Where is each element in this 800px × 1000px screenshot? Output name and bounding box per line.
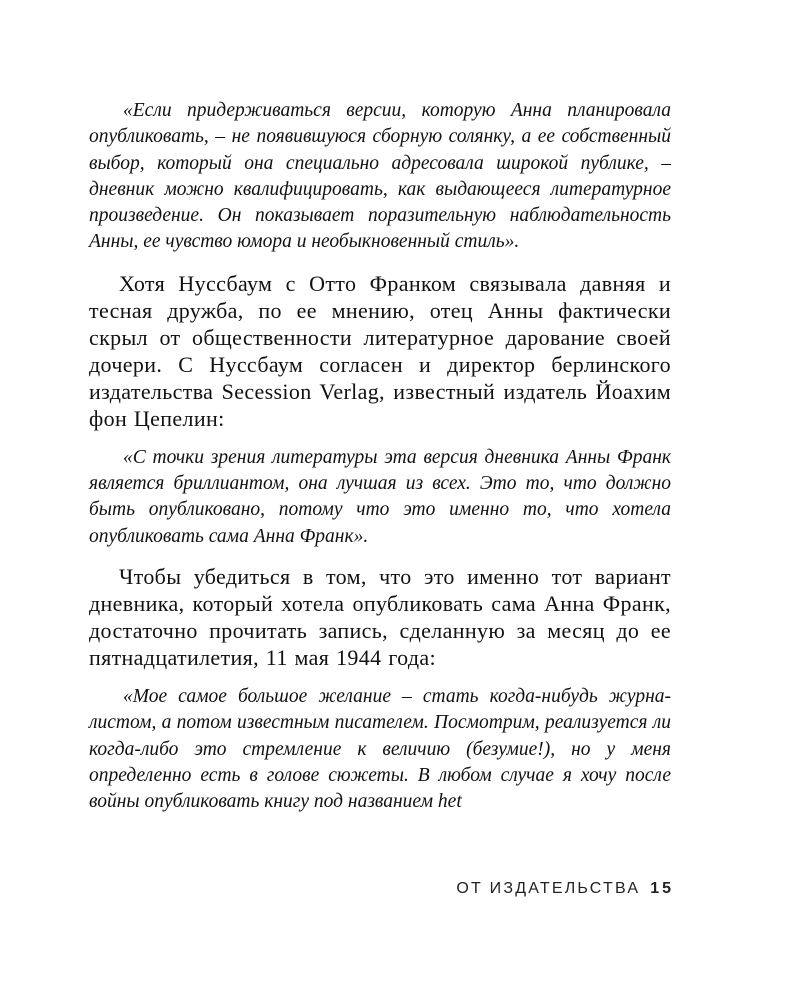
quote-anne-frank: «Мое самое большое желание – стать когда-нибудь журналистом, а потом известным писателем. Посмотрим, реализуется ли когда-либо это стремление к величию (безумие!), но у меня определенно есть в голове сюжеты. В любом случае я хочу после войны опубликовать книгу под названием het — [89, 685, 671, 813]
page-number: 15 — [650, 880, 674, 897]
quote-zepelin: «С точки зрения литературы эта версия дневника Анны Франк является бриллиантом, она лучшая из всех. Это то, что должно быть опубликовано, потому что это именно то, что хотела опубликовать сама Анна Франк». — [89, 446, 671, 547]
page-body — [89, 94, 671, 815]
paragraph-friendship: Хотя Нуссбаум с Отто Франком связывала давняя и тесная дружба, по ее мнению, отец Анны фактически скрыл от общественности литературное дарование своей дочери. С Нуссбаум согласен и директор берлинского издательства Secession Verlag, известный издатель Йоахим фон Цепелин: — [89, 270, 671, 431]
paragraph-diary-entry: Чтобы убедиться в том, что это именно тот вариант дневника, который хотела опубликовать сама Анна Франк, достаточно прочитать запись, сделанную за месяц до ее пятнадцатилетия, 11 мая 1944 года: — [89, 563, 671, 670]
page-footer — [456, 880, 674, 898]
quote-nussbaum: «Если придерживаться версии, которую Анна планировала опубликовать, – не появившуюся сборную солянку, а ее собственный выбор, который она специально адресовала широкой публике, – дневник можно квалифицировать, как выдающееся литературное произведение. Он показывает поразительную наблюдательность Анны, ее чувство юмора и необыкновенный стиль». — [89, 100, 671, 253]
running-title: ОТ ИЗДАТЕЛЬСТВА — [456, 880, 641, 897]
